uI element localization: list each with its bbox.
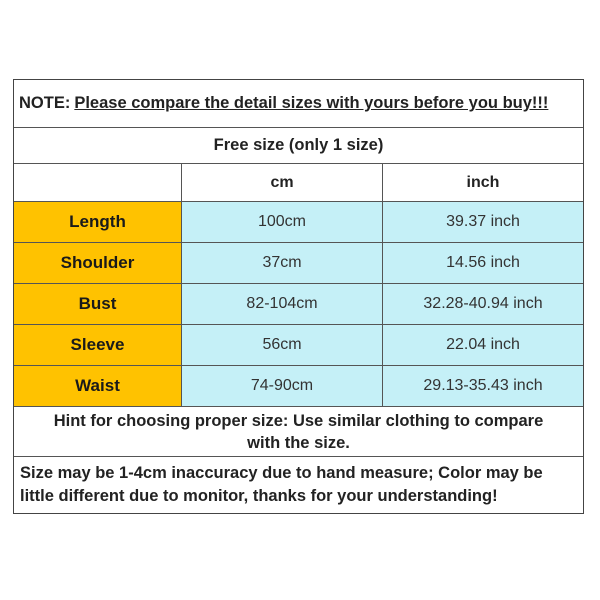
disclaimer-row [14, 457, 583, 513]
table-row [14, 243, 583, 284]
header-row [14, 164, 583, 202]
row-inch-waist: 29.13-35.43 inch [383, 366, 583, 406]
size-title: Free size (only 1 size) [213, 136, 384, 154]
table-row [14, 284, 583, 325]
row-label-shoulder: Shoulder [14, 243, 182, 283]
row-label-sleeve: Sleeve [14, 325, 182, 365]
note-label: NOTE: [19, 94, 71, 112]
note-warning: Please compare the detail sizes with yours before you buy!!! [74, 94, 549, 112]
note-row [14, 80, 583, 128]
row-cm-waist: 74-90cm [182, 366, 383, 406]
table-row [14, 325, 583, 366]
header-inch: inch [466, 173, 500, 191]
table-row [14, 202, 583, 243]
hint-line-2: with the size. [247, 433, 350, 452]
row-cm-bust: 82-104cm [182, 284, 383, 324]
header-cm: cm [182, 164, 383, 201]
table-row [14, 366, 583, 407]
row-inch-shoulder: 14.56 inch [383, 243, 583, 283]
size-chart [13, 79, 584, 514]
row-inch-bust: 32.28-40.94 inch [383, 284, 583, 324]
row-label-waist: Waist [14, 366, 182, 406]
row-cm-sleeve: 56cm [182, 325, 383, 365]
hint-line-1: Hint for choosing proper size: Use similar clothing to compare [53, 411, 544, 430]
row-inch-sleeve: 22.04 inch [383, 325, 583, 365]
row-cm-shoulder: 37cm [182, 243, 383, 283]
header-blank [14, 164, 182, 201]
row-label-bust: Bust [14, 284, 182, 324]
row-cm-length: 100cm [182, 202, 383, 242]
row-inch-length: 39.37 inch [383, 202, 583, 242]
size-title-row [14, 128, 583, 164]
row-label-length: Length [14, 202, 182, 242]
disclaimer-text: Size may be 1-4cm inaccuracy due to hand measure; Color may be little different due to monitor, thanks for your understanding! [20, 464, 543, 505]
hint-row [14, 407, 583, 457]
